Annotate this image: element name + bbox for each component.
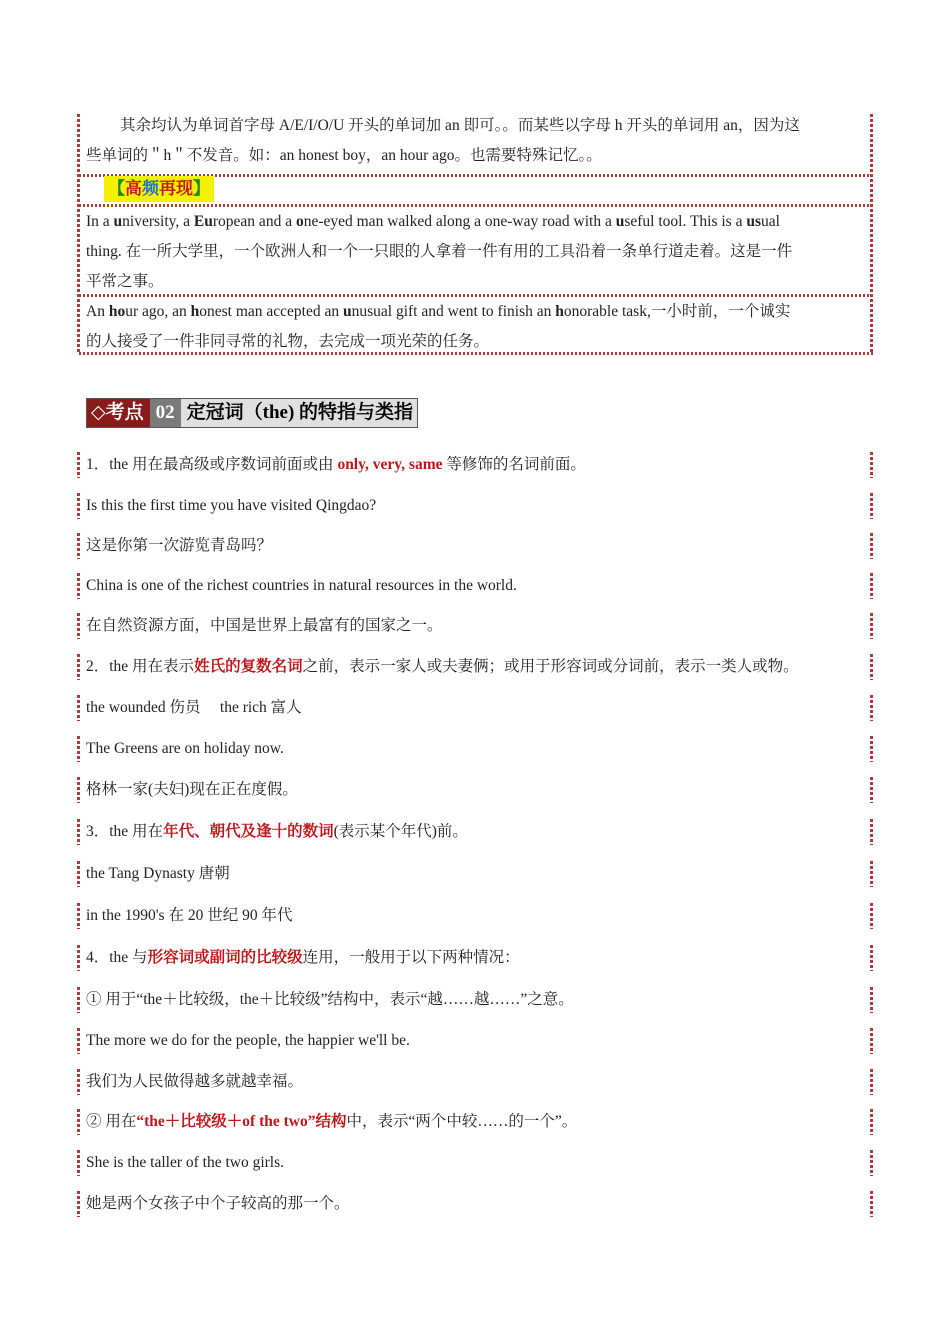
list-item: 她是两个女孩子中个子较高的那一个。 — [79, 1191, 873, 1217]
list-item: 2．the 用在表示姓氏的复数名词之前，表示一家人或夫妻俩；或用于形容词或分词前，表示一类人或物。 — [79, 654, 873, 680]
list-item: Is this the first time you have visited Qingdao? — [79, 493, 873, 519]
list-item: 在自然资源方面，中国是世界上最富有的国家之一。 — [79, 613, 873, 639]
list-item: She is the taller of the two girls. — [79, 1150, 873, 1176]
section-heading: 定冠词（the) 的特指与类指 — [181, 399, 417, 427]
list-item: in the 1990's 在 20 世纪 90 年代 — [79, 903, 873, 929]
list-item: ② 用在“the＋比较级＋of the two”结构中，表示“两个中较……的一个”。 — [79, 1109, 873, 1135]
list-item: 我们为人民做得越多就越幸福。 — [79, 1069, 873, 1095]
intro-line-2: 些单词的＂h＂不发音。如：an honest boy，an hour ago。也需要特殊记忆。。 — [86, 147, 602, 164]
list-item: The more we do for the people, the happier we'll be. — [79, 1028, 873, 1054]
example2-line-1: An hour ago, an honest man accepted an unusual gift and went to finish an honorable task,一小时前，一个诚实 — [86, 303, 791, 320]
list-item: China is one of the richest countries in natural resources in the world. — [79, 573, 873, 599]
list-item: ① 用于“the＋比较级，the＋比较级”结构中，表示“越……越……”之意。 — [79, 987, 873, 1013]
list-item: 格林一家(夫妇)现在正在度假。 — [79, 777, 873, 803]
list-item: The Greens are on holiday now. — [79, 736, 873, 762]
example2-line-2: 的人接受了一件非同寻常的礼物，去完成一项光荣的任务。 — [86, 333, 490, 350]
intro-line-1: 其余均认为单词首字母 A/E/I/O/U 开头的单词加 an 即可。。而某些以字母 h 开头的单词用 an，因为这 — [120, 117, 800, 134]
list-item: the wounded 伤员 the rich 富人 — [79, 695, 873, 721]
example1-line-3: 平常之事。 — [86, 273, 164, 290]
list-item: 3．the 用在年代、朝代及逢十的数词(表示某个年代)前。 — [79, 819, 873, 845]
high-frequency-badge: 【高频再现】 — [104, 176, 214, 202]
list-item: 4．the 与形容词或副词的比较级连用，一般用于以下两种情况： — [79, 945, 873, 971]
example1-line-2: thing. 在一所大学里，一个欧洲人和一个一只眼的人拿着一件有用的工具沿着一条单行道走着。这是一件 — [86, 243, 793, 260]
list-item: the Tang Dynasty 唐朝 — [79, 861, 873, 887]
section-title — [86, 398, 418, 428]
section-mark: ◇考点 — [87, 399, 150, 427]
list-item: 这是你第一次游览青岛吗？ — [79, 533, 873, 559]
example1-line-1: In a university, a European and a one-eyed man walked along a one-way road with a useful tool. This is a usual — [86, 213, 780, 230]
section-number: 02 — [150, 399, 181, 427]
list-item: 1．the 用在最高级或序数词前面或由 only, very, same 等修饰的名词前面。 — [79, 452, 873, 478]
